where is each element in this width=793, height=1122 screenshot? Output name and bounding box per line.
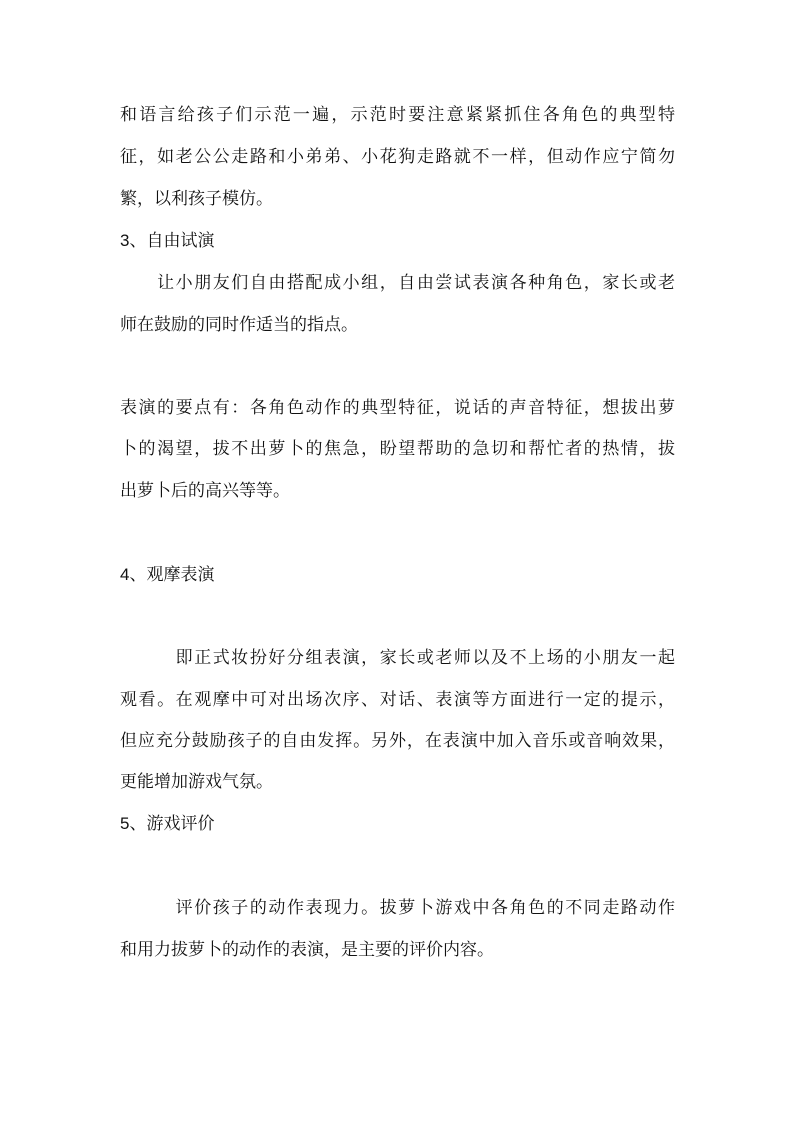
section5-line-1: 评价孩子的动作表现力。拔萝卜游戏中各角色的不同走路动作 bbox=[120, 898, 675, 918]
keypoints-line-1: 表演的要点有：各角色动作的典型特征，说话的声音特征，想拔出萝 bbox=[120, 398, 675, 418]
section4-line-4: 更能增加游戏气氛。 bbox=[120, 772, 273, 792]
intro-line-2: 征，如老公公走路和小弟弟、小花狗走路就不一样，但动作应宁简勿 bbox=[120, 147, 675, 167]
intro-line-3: 繁，以利孩子模仿。 bbox=[120, 189, 273, 209]
section3-line-2: 师在鼓励的同时作适当的指点。 bbox=[120, 315, 358, 335]
section4-heading: 4、观摩表演 bbox=[120, 565, 215, 584]
section3-line-1: 让小朋友们自由搭配成小组，自由尝试表演各种角色，家长或老 bbox=[120, 273, 675, 293]
keypoints-line-2: 卜的渴望，拔不出萝卜的焦急，盼望帮助的急切和帮忙者的热情，拔 bbox=[120, 439, 675, 459]
section4-line-3: 但应充分鼓励孩子的自由发挥。另外，在表演中加入音乐或音响效果， bbox=[120, 731, 675, 751]
intro-line-1: 和语言给孩子们示范一遍，示范时要注意紧紧抓住各角色的典型特 bbox=[120, 105, 675, 125]
keypoints-line-3: 出萝卜后的高兴等等。 bbox=[120, 481, 290, 501]
section3-heading: 3、自由试演 bbox=[120, 231, 215, 250]
section4-line-1: 即正式妆扮好分组表演，家长或老师以及不上场的小朋友一起 bbox=[120, 648, 675, 668]
section4-line-2: 观看。在观摩中可对出场次序、对话、表演等方面进行一定的提示， bbox=[120, 690, 675, 710]
section5-heading: 5、游戏评价 bbox=[120, 814, 215, 833]
section5-line-2: 和用力拔萝卜的动作的表演，是主要的评价内容。 bbox=[120, 940, 494, 960]
